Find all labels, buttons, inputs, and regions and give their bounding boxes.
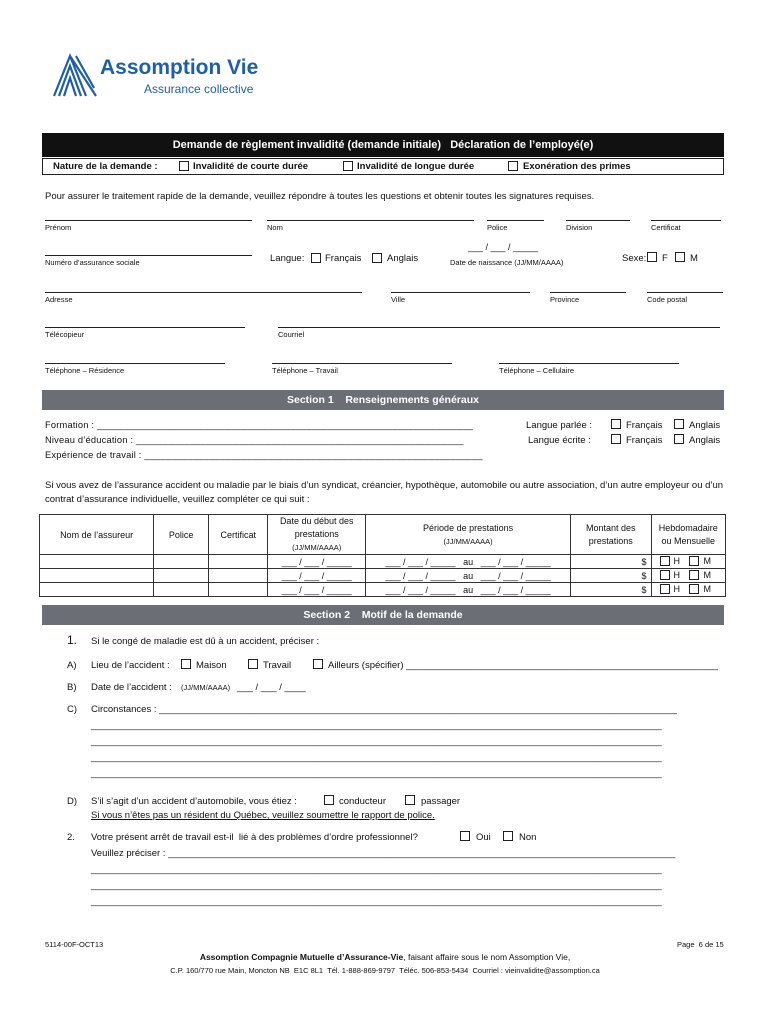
certificat-label: Certificat	[651, 223, 681, 232]
cell-certificat[interactable]	[209, 569, 268, 583]
col-police: Police	[154, 515, 209, 555]
cell-police[interactable]	[154, 555, 209, 569]
accident-date-input[interactable]: ___ / ___ / ____	[237, 682, 306, 693]
nas-input[interactable]	[45, 255, 252, 256]
courriel-input[interactable]	[278, 327, 720, 328]
cell-nom[interactable]	[40, 555, 154, 569]
experience-input[interactable]: Expérience de travail : _______________________________________________________________	[45, 450, 483, 460]
cell-montant[interactable]: $	[571, 583, 652, 597]
m-label: M	[703, 570, 712, 580]
code-postal-input[interactable]	[647, 292, 723, 293]
dob-label: Date de naissance (JJ/MM/AAAA)	[450, 258, 564, 267]
oui-label: Oui	[476, 832, 491, 843]
checkbox-longue-duree[interactable]	[343, 161, 353, 171]
checkbox-travail[interactable]	[248, 659, 258, 669]
sexe-f-label: F	[662, 253, 668, 264]
parlee-francais-label: Français	[626, 420, 663, 431]
section1-header	[42, 390, 724, 410]
ecrite-francais-label: Français	[626, 435, 663, 446]
checkbox-hebdo[interactable]	[660, 570, 670, 580]
insurance-table-header	[40, 515, 726, 555]
ecrite-anglais-label: Anglais	[689, 435, 721, 446]
checkbox-mensuel[interactable]	[689, 570, 699, 580]
maison-label: Maison	[196, 660, 227, 671]
checkbox-sexe-m[interactable]	[675, 252, 685, 262]
checkbox-maison[interactable]	[181, 659, 191, 669]
item-c-letter: C)	[67, 704, 78, 715]
telecopieur-input[interactable]	[45, 327, 245, 328]
intro-text: Pour assurer le traitement rapide de la demande, veuillez répondre à toutes les questions et obtenir toutes les signatures requises.	[45, 191, 595, 202]
item-b-text: Date de l’accident :	[91, 682, 172, 693]
footer-company-name: Assomption Compagnie Mutuelle d’Assurance-Vie	[199, 952, 404, 962]
prenom-label: Prénom	[45, 223, 72, 232]
item-d-letter: D)	[67, 796, 78, 807]
parlee-anglais-label: Anglais	[689, 420, 721, 431]
col-freq-mensuelle: ou Mensuelle	[661, 535, 716, 546]
checkbox-ecrite-anglais[interactable]	[674, 434, 684, 444]
travail-label: Travail	[263, 660, 292, 671]
circonstances-input[interactable]: Circonstances : __________________________________________________________________________________________________	[91, 704, 677, 715]
checkbox-langue-anglais[interactable]	[372, 253, 382, 263]
sexe-m-label: M	[690, 253, 698, 264]
tel-travail-label: Téléphone – Travail	[272, 366, 338, 375]
logo-mark-icon	[50, 52, 98, 100]
table-row	[40, 555, 726, 569]
m-label: M	[703, 584, 712, 594]
item-d-text: S’il s’agit d’un accident d’automobile, vous étiez :	[91, 796, 297, 807]
m-label: M	[703, 556, 712, 566]
adresse-label: Adresse	[45, 295, 73, 304]
nature-opt3: Exonération des primes	[523, 161, 631, 172]
circonstances-line-1[interactable]: ____________________________________________________________________________________________________________	[91, 720, 662, 731]
dob-input[interactable]: ___ / ___ / _____	[468, 242, 539, 252]
courriel-label: Courriel	[278, 330, 305, 339]
checkbox-courte-duree[interactable]	[179, 161, 189, 171]
q2-text: Votre présent arrêt de travail est-il lié à des problèmes d’ordre professionnel?	[91, 832, 418, 843]
cell-date[interactable]: ___ / ___ / _____	[268, 555, 366, 569]
cell-montant[interactable]: $	[571, 569, 652, 583]
col-periode-title: Période de prestations	[423, 522, 514, 533]
police-report-note: Si vous n’êtes pas un résident du Québec, veuillez soumettre le rapport de police.	[91, 810, 435, 821]
province-input[interactable]	[550, 292, 626, 293]
certificat-input[interactable]	[651, 220, 721, 221]
h-label: H	[673, 556, 681, 566]
division-label: Division	[566, 223, 593, 232]
checkbox-parlee-francais[interactable]	[611, 419, 621, 429]
ailleurs-input[interactable]: Ailleurs (spécifier) ___________________________________________________________	[328, 660, 718, 671]
checkbox-parlee-anglais[interactable]	[674, 419, 684, 429]
form-title-bar	[42, 133, 724, 157]
q1-number: 1.	[67, 633, 78, 647]
cell-freq	[651, 583, 725, 597]
section1-paragraph: Si vous avez de l’assurance accident ou maladie par le biais d’un syndicat, créancier, hypothèque, automobile ou autre association, d’un autre employeur ou d’un contrat d’assurance individuelle, veuillez compléter ce qui suit :	[45, 480, 724, 505]
sexe-label: Sexe:	[622, 253, 647, 264]
non-label: Non	[519, 832, 537, 843]
col-frequence	[651, 515, 725, 555]
nature-opt1: Invalidité de courte durée	[193, 161, 309, 172]
circonstances-line-3[interactable]: ____________________________________________________________________________________________________________	[91, 752, 662, 763]
cell-periode[interactable]: ___ / ___ / _____ au ___ / ___ / _____	[366, 569, 571, 583]
tel-cellulaire-input[interactable]	[499, 363, 679, 364]
cell-certificat[interactable]	[209, 555, 268, 569]
adresse-input[interactable]	[45, 292, 362, 293]
page-number: Page 6 de 15	[677, 940, 724, 949]
cell-nom[interactable]	[40, 569, 154, 583]
circonstances-line-2[interactable]: ____________________________________________________________________________________________________________	[91, 736, 662, 747]
checkbox-conducteur[interactable]	[324, 795, 334, 805]
checkbox-non[interactable]	[503, 831, 513, 841]
police-input[interactable]	[487, 220, 544, 221]
checkbox-exoneration[interactable]	[508, 161, 518, 171]
q2-number: 2.	[67, 832, 75, 843]
tel-travail-input[interactable]	[272, 363, 452, 364]
nas-label: Numéro d’assurance sociale	[45, 258, 140, 267]
niveau-input[interactable]: Niveau d’éducation : _____________________________________________________________	[45, 435, 464, 445]
logo-subtitle: Assurance collective	[144, 82, 254, 96]
checkbox-passager[interactable]	[405, 795, 415, 805]
col-date-debut-fmt: (JJ/MM/AAAA)	[292, 543, 342, 552]
cell-police[interactable]	[154, 583, 209, 597]
checkbox-langue-francais[interactable]	[311, 253, 321, 263]
col-certificat: Certificat	[209, 515, 268, 555]
footer-company	[0, 952, 770, 962]
prenom-input[interactable]	[45, 220, 252, 221]
col-montant: Montant des prestations	[571, 515, 652, 555]
col-date-debut	[268, 515, 366, 555]
item-b-letter: B)	[67, 682, 77, 693]
checkbox-hebdo[interactable]	[660, 556, 670, 566]
section1-title: Section 1 Renseignements généraux	[287, 394, 479, 406]
q2-line-3[interactable]: ____________________________________________________________________________________________________________	[91, 896, 662, 907]
col-nom-assureur: Nom de l’assureur	[40, 515, 154, 555]
langue-label: Langue:	[270, 253, 305, 264]
logo-name: Assomption Vie	[100, 56, 259, 79]
tel-residence-label: Téléphone – Résidence	[45, 366, 125, 375]
col-periode	[366, 515, 571, 555]
item-b-format: (JJ/MM/AAAA)	[181, 683, 231, 692]
ville-label: Ville	[391, 295, 406, 304]
form-title: Demande de règlement invalidité (demande initiale) Déclaration de l’employé(e)	[172, 139, 594, 151]
checkbox-hebdo[interactable]	[660, 584, 670, 594]
q2-line-1[interactable]: ____________________________________________________________________________________________________________	[91, 864, 662, 875]
cell-police[interactable]	[154, 569, 209, 583]
col-date-debut-title: Date du début des prestations	[279, 516, 354, 539]
ville-input[interactable]	[391, 292, 530, 293]
nature-label: Nature de la demande :	[53, 161, 158, 172]
cell-date[interactable]: ___ / ___ / _____	[268, 583, 366, 597]
table-row	[40, 569, 726, 583]
langue-anglais-label: Anglais	[387, 253, 419, 264]
langue-francais-label: Français	[325, 253, 362, 264]
cell-periode[interactable]: ___ / ___ / _____ au ___ / ___ / _____	[366, 555, 571, 569]
table-row	[40, 583, 726, 597]
col-freq-hebdo: Hebdomadaire	[658, 522, 718, 533]
q2-line-2[interactable]: ____________________________________________________________________________________________________________	[91, 880, 662, 891]
cell-periode[interactable]: ___ / ___ / _____ au ___ / ___ / _____	[366, 583, 571, 597]
h-label: H	[673, 584, 681, 594]
code-postal-label: Code postal	[647, 295, 688, 304]
cell-nom[interactable]	[40, 583, 154, 597]
item-a-text: Lieu de l’accident :	[91, 660, 170, 671]
item-a-letter: A)	[67, 660, 77, 671]
insurance-table	[39, 514, 726, 597]
passager-label: passager	[421, 796, 461, 807]
footer-address: C.P. 160/770 rue Main, Moncton NB E1C 8L1 Tél. 1-888-869-9797 Téléc. 506-853-5434 Courriel : vieinvalidite@assomption.ca	[170, 966, 600, 975]
langue-parlee-label: Langue parlée :	[526, 420, 593, 431]
cell-freq	[651, 555, 725, 569]
formation-input[interactable]: Formation : ______________________________________________________________________	[45, 420, 473, 430]
q1-text: Si le congé de maladie est dû à un accident, préciser :	[91, 636, 320, 647]
cell-date[interactable]: ___ / ___ / _____	[268, 569, 366, 583]
form-code: 5114-00F-OCT13	[45, 940, 104, 949]
col-periode-fmt: (JJ/MM/AAAA)	[443, 536, 493, 546]
circonstances-line-4[interactable]: ____________________________________________________________________________________________________________	[91, 768, 662, 779]
checkbox-ecrite-francais[interactable]	[611, 434, 621, 444]
cell-certificat[interactable]	[209, 583, 268, 597]
police-label: Police	[487, 223, 508, 232]
division-input[interactable]	[566, 220, 630, 221]
checkbox-mensuel[interactable]	[689, 584, 699, 594]
company-logo	[50, 52, 270, 102]
h-label: H	[673, 570, 681, 580]
checkbox-ailleurs[interactable]	[313, 659, 323, 669]
telecopieur-label: Télécopieur	[45, 330, 85, 339]
langue-ecrite-label: Langue écrite :	[528, 435, 591, 446]
tel-cellulaire-label: Téléphone – Cellulaire	[499, 366, 575, 375]
nature-row	[42, 158, 724, 175]
conducteur-label: conducteur	[339, 796, 387, 807]
province-label: Province	[550, 295, 580, 304]
section2-title: Section 2 Motif de la demande	[303, 609, 463, 621]
checkbox-mensuel[interactable]	[689, 556, 699, 566]
tel-residence-input[interactable]	[45, 363, 225, 364]
checkbox-oui[interactable]	[460, 831, 470, 841]
checkbox-sexe-f[interactable]	[647, 252, 657, 262]
footer-company-rest: , faisant affaire sous le nom Assomption Vie,	[403, 952, 571, 962]
section2-header	[42, 605, 724, 625]
nom-input[interactable]	[267, 220, 474, 221]
q2-preciser-input[interactable]: Veuillez préciser : ________________________________________________________________________________________________	[91, 848, 676, 859]
nature-opt2: Invalidité de longue durée	[357, 161, 475, 172]
cell-montant[interactable]: $	[571, 555, 652, 569]
nom-label: Nom	[267, 223, 283, 232]
cell-freq	[651, 569, 725, 583]
